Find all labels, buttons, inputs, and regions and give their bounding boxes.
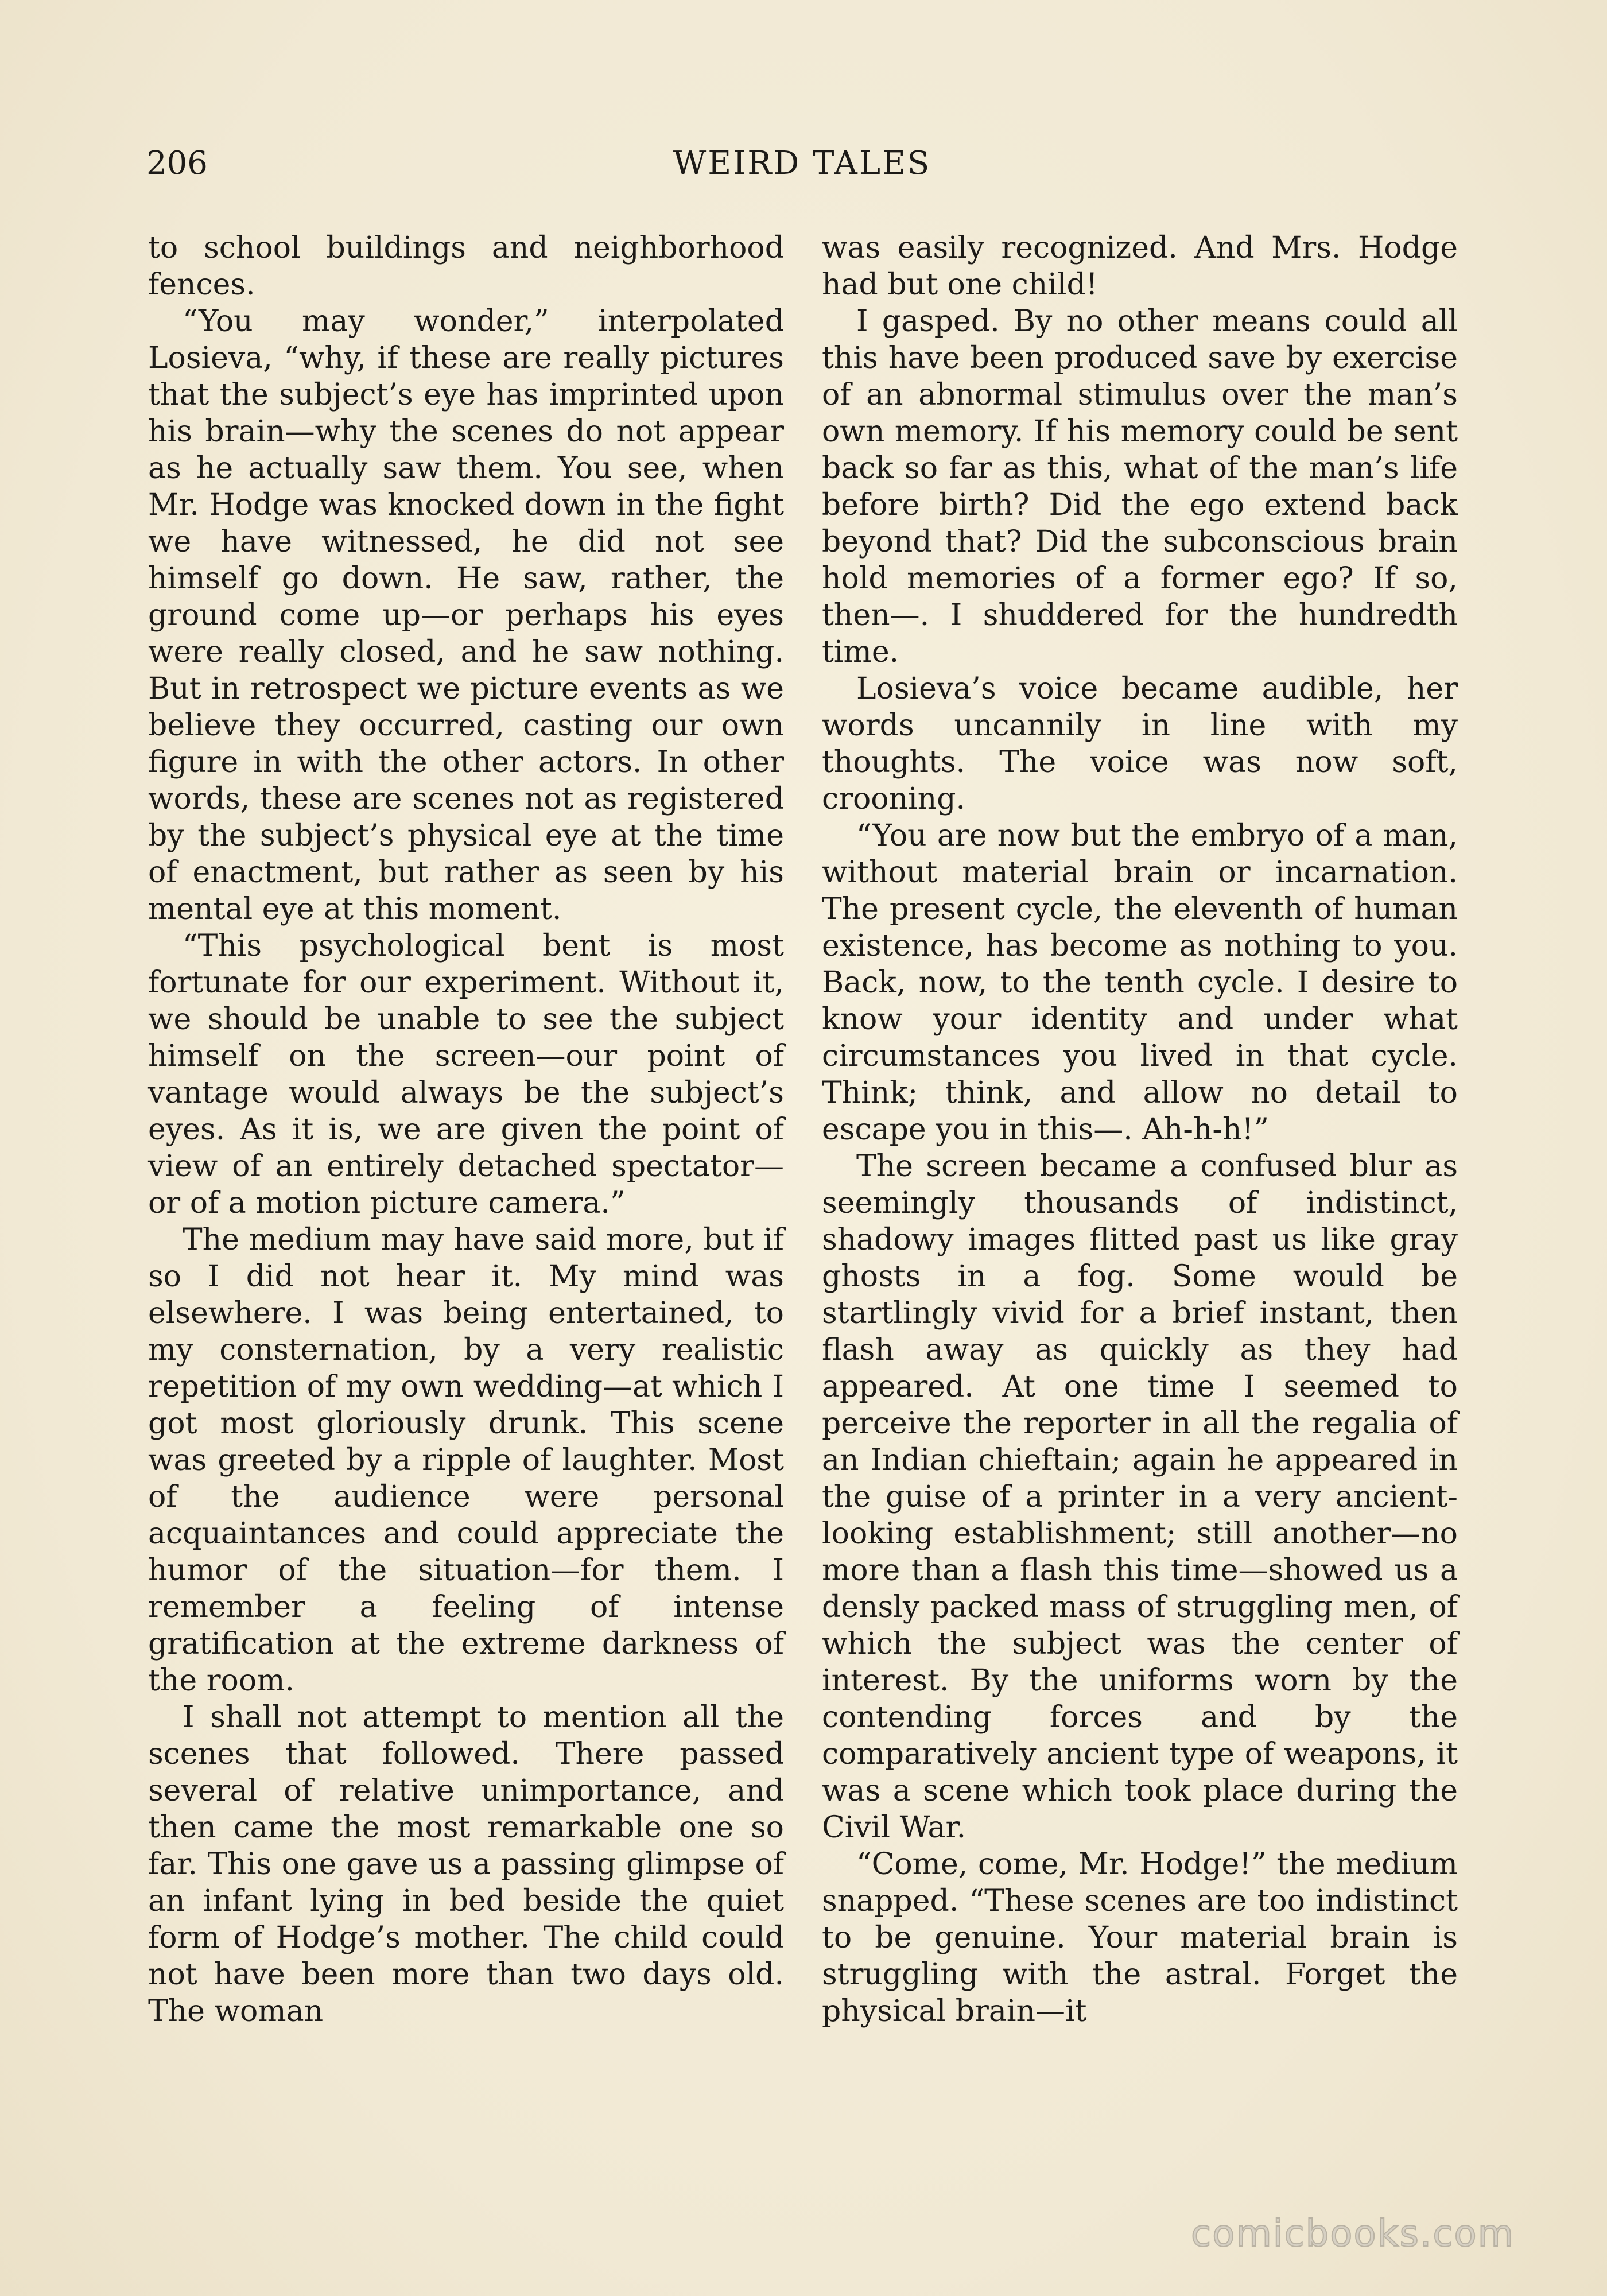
paragraph: “You may wonder,” interpolated Losieva, “why, if these are really pictures that the subject’s eye has imprinted upon his brain—why the scenes do not appear as he actually saw them. You see, when Mr. Hodge was knocked down in the fight we have witnessed, he did not see himself go down. He saw, rather, the ground come up—or perhaps his eyes were really closed, and he saw nothing. But in retrospect we picture events as we believe they occurred, casting our own figure in with the other actors. In other words, these are scenes not as registered by the subject’s physical eye at the time of enactment, but rather as seen by his mental eye at this moment. <box>148 304 784 926</box>
page-header <box>146 141 1458 187</box>
paragraph: “You are now but the embryo of a man, without material brain or incarnation. The present cycle, the eleventh of human existence, has become as nothing to you. Back, now, to the tenth cycle. I desire to know your identity and under what circumstances you lived in that cycle. Think; think, and allow no detail to escape you in this—. Ah-h-h!” <box>822 819 1458 1147</box>
paragraph: I shall not attempt to mention all the scenes that followed. There passed several of relative unimportance, and then came the most remarkable one so far. This one gave us a passing glimpse of an infant lying in bed beside the quiet form of Hodge’s mother. The child could not have been more than two days old. The woman <box>148 1700 784 2029</box>
paragraph: I gasped. By no other means could all this have been produced save by exercise of an abnormal stimulus over the man’s own memory. If his memory could be sent back so far as this, what of the man’s life before birth? Did the ego extend back beyond that? Did the subconscious brain hold memories of a former ego? If so, then—. I shuddered for the hundredth time. <box>822 304 1458 669</box>
running-title: WEIRD TALES <box>673 145 931 182</box>
right-column <box>822 230 1458 2030</box>
paragraph: The screen became a confused blur as seemingly thousands of indistinct, shadowy images flitted past us like gray ghosts in a fog. Some would be startlingly vivid for a brief instant, then flash away as quickly as they had appeared. At one time I seemed to perceive the reporter in all the regalia of an Indian chieftain; again he appeared in the guise of a printer in a very ancient-looking establishment; still another—no more than a flash this time—showed us a densly packed mass of struggling men, of which the subject was the center of interest. By the uniforms worn by the contending forces and by the comparatively ancient type of weapons, it was a scene which took place during the Civil War. <box>822 1149 1458 1845</box>
page-number: 206 <box>146 145 208 182</box>
paragraph: “This psychological bent is most fortunate for our experiment. Without it, we should be unable to see the subject himself on the screen—our point of vantage would always be the subject’s eyes. As it is, we are given the point of view of an entirely detached spectator—or of a motion picture camera.” <box>148 929 784 1220</box>
watermark: comicbooks.com <box>1191 2213 1515 2255</box>
paragraph: “Come, come, Mr. Hodge!” the medium snapped. “These scenes are too indistinct to be genuine. Your material brain is struggling with the astral. Forget the physical brain—it <box>822 1847 1458 2029</box>
paragraph: was easily recognized. And Mrs. Hodge had but one child! <box>822 231 1458 302</box>
left-column <box>148 230 784 2030</box>
paragraph: Losieva’s voice became audible, her words uncannily in line with my thoughts. The voice was now soft, crooning. <box>822 672 1458 816</box>
paragraph: to school buildings and neighborhood fences. <box>148 231 784 302</box>
paragraph: The medium may have said more, but if so I did not hear it. My mind was elsewhere. I was being entertained, to my consternation, by a very realistic repetition of my own wedding—at which I got most gloriously drunk. This scene was greeted by a ripple of laughter. Most of the audience were personal acquaintances and could appreciate the humor of the situation—for them. I remember a feeling of intense gratification at the extreme darkness of the room. <box>148 1223 784 1698</box>
